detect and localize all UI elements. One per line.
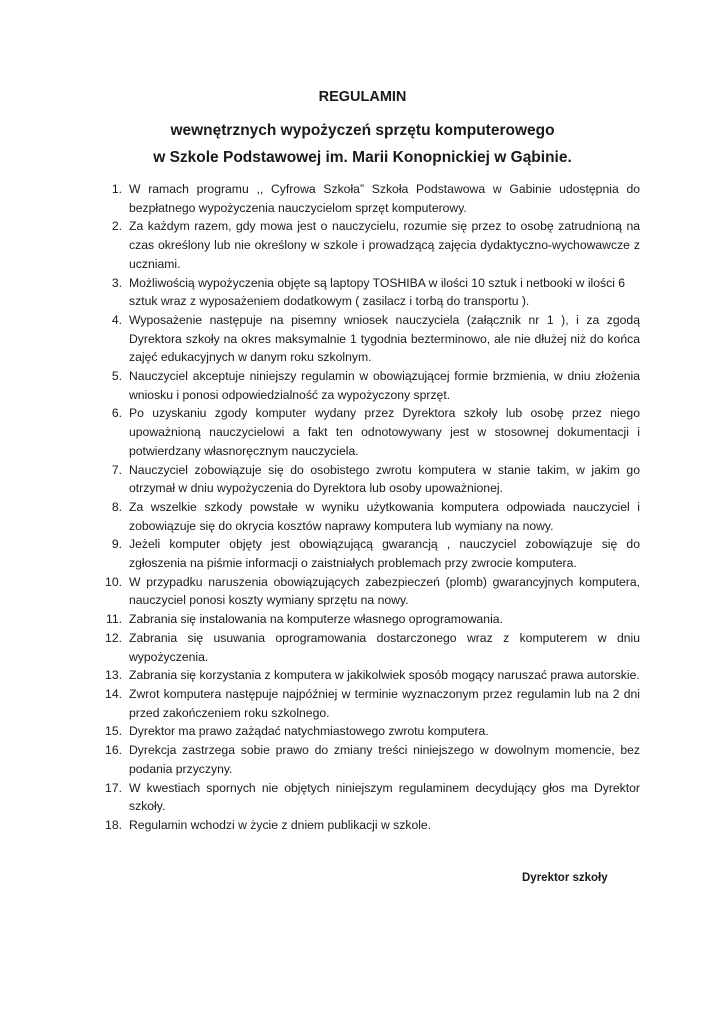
rule-text: Za każdym razem, gdy mowa jest o nauczycielu, rozumie się przez to osobę zatrudnioną na czas określony lub nie określony w szkole i prowadzącą zajęcia dydaktyczno-wychowawcze z uczniami. <box>129 219 640 271</box>
rule-number: 16. <box>105 743 122 758</box>
rule-item <box>92 274 640 311</box>
rule-number: 9. <box>111 537 122 552</box>
rule-item <box>92 367 640 404</box>
document-subtitle-line2: w Szkole Podstawowej im. Marii Konopnickiej w Gąbinie. <box>153 149 572 166</box>
rule-text: Możliwością wypożyczenia objęte są laptopy TOSHIBA w ilości 10 sztuk i netbooki w ilości 6 sztuk wraz z wyposażeniem dodatkowym ( zasilacz i torbą do transportu ). <box>129 275 626 309</box>
rule-text: Zabrania się instalowania na komputerze własnego oprogramowania. <box>129 612 503 627</box>
rule-number: 18. <box>105 817 122 832</box>
rule-item <box>92 722 640 741</box>
rule-text: Wyposażenie następuje na pisemny wniosek nauczyciela (załącznik nr 1 ), i za zgodą Dyrektora szkoły na okres maksymalnie 1 tygodnia bezterminowo, ale nie dłużej niż do końca zajęć edukacyjnych w danym roku szkolnym. <box>129 312 640 365</box>
rule-item <box>92 498 640 535</box>
rule-text: Za wszelkie szkody powstałe w wyniku użytkowania komputera odpowiada nauczyciel i zobowiązuje się do okrycia kosztów naprawy komputera lub wymiany na nowy. <box>129 499 640 533</box>
rule-text: W ramach programu ,, Cyfrowa Szkoła” Szkoła Podstawowa w Gabinie udostępnia do bezpłatnego wypożyczenia nauczycielom sprzęt komputerowy. <box>129 182 640 215</box>
rule-text: W przypadku naruszenia obowiązujących zabezpieczeń (plomb) gwarancyjnych komputera, nauczyciel ponosi koszty wymiany sprzętu na nowy. <box>129 574 640 608</box>
rule-number: 1. <box>111 182 122 196</box>
rule-text: W kwestiach spornych nie objętych niniejszym regulaminem decydujący głos ma Dyrektor szkoły. <box>129 780 640 814</box>
rule-item <box>92 666 640 685</box>
rule-number: 10. <box>105 574 122 589</box>
rule-number: 13. <box>105 668 122 683</box>
document-subtitle-line1: wewnętrznych wypożyczeń sprzętu komputerowego <box>170 122 555 139</box>
rule-number: 12. <box>105 630 122 645</box>
rule-text: Nauczyciel akceptuje niniejszy regulamin w obowiązującej formie brzmienia, w dniu złożenia wniosku i ponosi odpowiedzialność za wypożyczony sprzęt. <box>129 369 640 402</box>
rule-text: Jeżeli komputer objęty jest obowiązującą gwarancją , nauczyciel zobowiązuje się do zgłoszenia na piśmie informacji o zaistniałych problemach przy zwrocie komputera. <box>129 537 640 571</box>
rule-item <box>92 610 640 629</box>
rule-text: Po uzyskaniu zgody komputer wydany przez Dyrektora szkoły lub osobę przez niego upoważnioną nauczycielowi a fakt ten odnotowywany jest w stosownej dokumentacji i potwierdzany własnoręcznym nauczyciela. <box>129 406 640 458</box>
rule-text: Zwrot komputera następuje najpóźniej w terminie wyznaczonym przez regulamin lub na 2 dni przed zakończeniem roku szkolnego. <box>129 686 640 720</box>
rule-text: Dyrekcja zastrzega sobie prawo do zmiany treści niniejszego w dowolnym momencie, bez podania przyczyny. <box>129 743 640 776</box>
rule-item <box>92 816 640 835</box>
rule-text: Zabrania się korzystania z komputera w jakikolwiek sposób mogący naruszać prawa autorskie. <box>129 668 640 683</box>
rules-list <box>92 180 640 835</box>
rule-item <box>92 535 640 572</box>
rule-number: 15. <box>105 724 122 739</box>
rule-number: 17. <box>105 780 122 795</box>
rule-item <box>92 779 640 816</box>
rule-item <box>92 461 640 498</box>
rule-text: Regulamin wchodzi w życie z dniem publikacji w szkole. <box>129 817 432 832</box>
rule-number: 7. <box>111 462 122 477</box>
rule-number: 8. <box>111 499 122 514</box>
rule-item <box>92 573 640 610</box>
rule-number: 2. <box>111 219 122 234</box>
rule-number: 4. <box>111 312 122 327</box>
rule-text: Zabrania się usuwania oprogramowania dostarczonego wraz z komputerem w dniu wypożyczenia. <box>129 630 640 664</box>
rule-number: 3. <box>111 275 122 290</box>
rule-text: Dyrektor ma prawo zażądać natychmiastowego zwrotu komputera. <box>129 724 489 739</box>
rule-number: 6. <box>111 406 122 421</box>
rule-number: 5. <box>111 369 122 384</box>
rule-item <box>92 685 640 722</box>
rule-item <box>92 404 640 460</box>
rule-item <box>92 741 640 778</box>
document-title: REGULAMIN <box>318 89 407 105</box>
rule-number: 14. <box>105 686 122 701</box>
rule-item <box>92 629 640 666</box>
rule-text: Nauczyciel zobowiązuje się do osobistego zwrotu komputera w stanie takim, w jakim go otrzymał w dniu wypożyczenia do Dyrektora lub osoby upoważnionej. <box>129 462 640 496</box>
rule-number: 11. <box>105 612 122 627</box>
rule-item <box>92 180 640 217</box>
rule-item <box>92 217 640 273</box>
rule-item <box>92 311 640 367</box>
signature: Dyrektor szkoły <box>522 872 608 884</box>
